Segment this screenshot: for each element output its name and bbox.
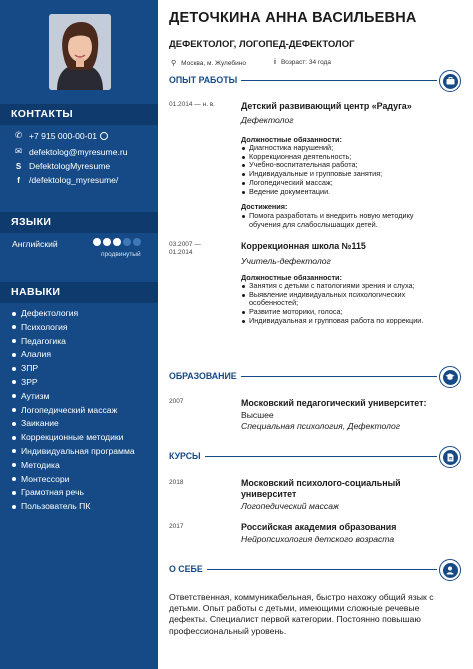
- skype-contact[interactable]: [12, 161, 110, 171]
- skill-item: Психология: [12, 322, 154, 333]
- duties-list: [241, 144, 446, 196]
- education-section-header: [169, 366, 459, 388]
- job-role: Учитель-дефектолог: [241, 256, 331, 266]
- level-dot: [133, 238, 141, 246]
- education-title: ОБРАЗОВАНИЕ: [169, 371, 241, 381]
- achievements-title: Достижения:: [241, 202, 288, 211]
- course-name: Нейропсихология детского возраста: [241, 534, 395, 544]
- education-degree: Высшее: [241, 410, 274, 420]
- facebook-contact[interactable]: [12, 175, 118, 185]
- list-item: Учебно-воспитательная работа;: [241, 161, 446, 170]
- languages-header: ЯЗЫКИ: [0, 212, 158, 233]
- job-dates: 03.2007 — 01.2014: [169, 241, 201, 256]
- skill-item: Грамотная речь: [12, 487, 154, 498]
- skill-item: Заикание: [12, 418, 154, 429]
- skill-item: Монтессори: [12, 474, 154, 485]
- level-dot: [113, 238, 121, 246]
- phone-text[interactable]: +7 915 000-00-01: [29, 130, 98, 141]
- list-item: Коррекционная деятельность;: [241, 153, 446, 162]
- about-title: О СЕБЕ: [169, 564, 207, 574]
- skill-item: ЗПР: [12, 363, 154, 374]
- skill-item: Педагогика: [12, 336, 154, 347]
- about-text: Ответственная, коммуникабельная, быстро нахожу общий язык с детьми. Опыт работы с детьми, имеющими сложные речевые дефекты. Специалист первой категории. Постоянно повышаю профессиональный уровень.: [169, 592, 434, 636]
- skill-item: Аутизм: [12, 391, 154, 402]
- skill-item: Коррекционные методики: [12, 432, 154, 443]
- list-item: Индивидуальная и групповая работа по коррекции.: [241, 317, 446, 326]
- level-dot: [123, 238, 131, 246]
- skill-item: Индивидуальная программа: [12, 446, 154, 457]
- profile-photo: [49, 14, 111, 90]
- job-position: ДЕФЕКТОЛОГ, ЛОГОПЕД-ДЕФЕКТОЛОГ: [169, 39, 355, 50]
- divider: [169, 569, 437, 570]
- email-contact[interactable]: [12, 146, 128, 157]
- duties-title: Должностные обязанности:: [241, 135, 342, 144]
- language-level-dots: [93, 238, 141, 246]
- facebook-text[interactable]: /defektolog_myresume/: [29, 175, 119, 185]
- divider: [169, 456, 437, 457]
- person-icon: [439, 559, 461, 581]
- list-item: Диагностика нарушений;: [241, 144, 446, 153]
- briefcase-icon: [439, 70, 461, 92]
- map-pin-icon: ⚲: [171, 60, 177, 67]
- skill-item: Алалия: [12, 349, 154, 360]
- age-text: Возраст: 34 года: [280, 59, 332, 66]
- skill-item: Логопедический массаж: [12, 405, 154, 416]
- email-icon: ✉: [14, 146, 23, 156]
- sidebar: [0, 0, 158, 669]
- list-item: Ведение документации.: [241, 188, 446, 197]
- skill-item: Пользователь ПК: [12, 501, 154, 512]
- job-dates: 01.2014 — н. в.: [169, 101, 216, 108]
- list-item: Развитие моторики, голоса;: [241, 308, 446, 317]
- list-item: Индивидуальные и групповые занятия;: [241, 170, 446, 179]
- course-org: Московский психолого-социальный университет: [241, 478, 401, 499]
- level-dot: [93, 238, 101, 246]
- skill-item: ЗРР: [12, 377, 154, 388]
- job-org: Детский развивающий центр «Радуга»: [241, 101, 412, 111]
- skills-list: [12, 308, 154, 515]
- document-icon: [439, 446, 461, 468]
- education-year: 2007: [169, 398, 184, 405]
- phone-icon: ✆: [14, 130, 23, 140]
- experience-title: ОПЫТ РАБОТЫ: [169, 75, 241, 85]
- list-item: Логопедический массаж;: [241, 179, 446, 188]
- courses-title: КУРСЫ: [169, 451, 205, 461]
- education-field: Специальная психология, Дефектолог: [241, 421, 401, 431]
- course-year: 2018: [169, 479, 184, 486]
- skype-text[interactable]: DefektologMyresume: [29, 161, 111, 171]
- contacts-header: КОНТАКТЫ: [0, 104, 158, 125]
- skill-item: Дефектология: [12, 308, 154, 319]
- phone-contact[interactable]: [12, 130, 108, 141]
- age-meta: [274, 59, 331, 66]
- course-name: Логопедический массаж: [241, 501, 339, 511]
- duties-title: Должностные обязанности:: [241, 273, 342, 282]
- courses-section-header: [169, 446, 459, 468]
- language-name: Английский: [12, 239, 58, 249]
- education-org: Московский педагогический университет:: [241, 398, 427, 408]
- course-org: Российская академия образования: [241, 522, 397, 532]
- course-year: 2017: [169, 523, 184, 530]
- whatsapp-icon: [100, 132, 108, 140]
- email-text[interactable]: defektolog@myresume.ru: [29, 146, 128, 157]
- job-role: Дефектолог: [241, 115, 294, 125]
- duties-list: [241, 282, 446, 326]
- list-item: Занятия с детьми с патологиями зрения и слуха;: [241, 282, 446, 291]
- full-name: ДЕТОЧКИНА АННА ВАСИЛЬЕВНА: [169, 10, 417, 26]
- language-level: продвинутый: [101, 251, 141, 258]
- experience-section-header: [169, 70, 459, 92]
- about-section-header: [169, 559, 459, 581]
- location-text: Москва, м. Жулебино: [181, 59, 246, 67]
- list-item: Помога разработать и внедрить новую методику обучения для слабослышащих детей.: [241, 212, 446, 229]
- skill-item: Методика: [12, 460, 154, 471]
- level-dot: [103, 238, 111, 246]
- job-org: Коррекционная школа №115: [241, 241, 366, 251]
- facebook-icon: f: [17, 175, 20, 185]
- location-meta: [171, 59, 246, 67]
- skills-header: НАВЫКИ: [0, 282, 158, 303]
- skype-icon: S: [15, 161, 22, 171]
- graduation-cap-icon: [439, 366, 461, 388]
- achievements-list: [241, 212, 446, 229]
- list-item: Выявление индивидуальных психологических особенностей;: [241, 291, 446, 308]
- info-icon: i: [274, 59, 276, 66]
